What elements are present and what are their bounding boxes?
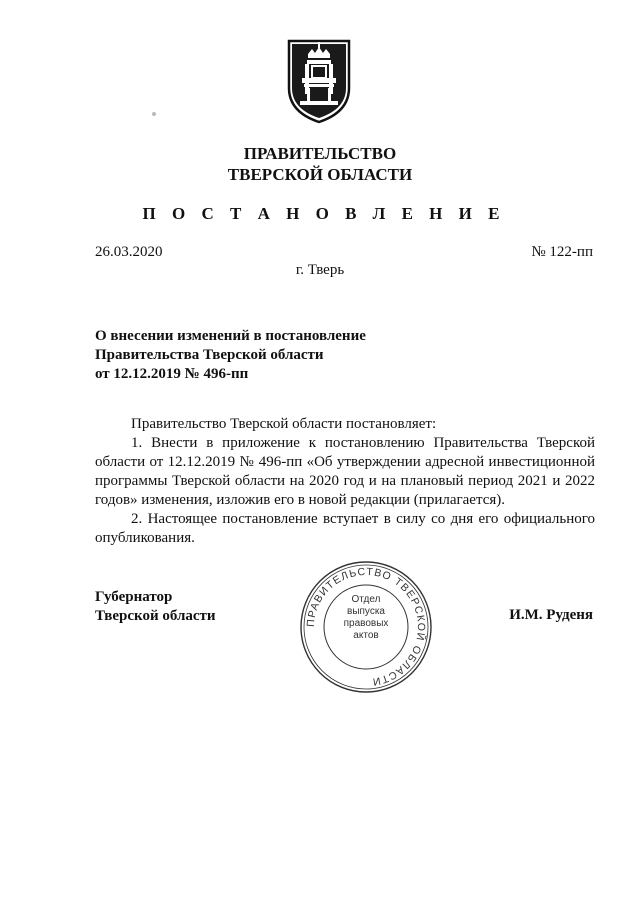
document-type-title: П О С Т А Н О В Л Е Н И Е xyxy=(142,204,506,223)
body-item-1: 1. Внести в приложение к постановлению Правительства Тверской области от 12.12.2019 № 496-пп «Об утверждении адресной инвестиционной программы Тверской области на 2020 год и на плановый период 2021 и 2022 годов» изменения, изложив его в новой редакции (прилагается). xyxy=(95,435,595,508)
stamp-text-line: актов xyxy=(353,630,379,641)
document-body xyxy=(95,415,595,548)
coat-of-arms-icon xyxy=(286,38,352,124)
government-title-line1: ПРАВИТЕЛЬСТВО xyxy=(243,144,397,163)
government-title-line2: ТВЕРСКОЙ ОБЛАСТИ xyxy=(227,165,413,184)
subject-line: О внесении изменений в постановление xyxy=(95,328,366,344)
body-item-2: 2. Настоящее постановление вступает в силу со дня его официального опубликования. xyxy=(95,511,595,546)
document-subject xyxy=(95,327,366,384)
stamp-text-line: выпуска xyxy=(347,606,385,617)
document-number: № 122-пп xyxy=(531,244,593,260)
signer-position xyxy=(95,588,216,626)
signer-name: И.М. Руденя xyxy=(509,607,593,623)
stamp-text-line: Отдел xyxy=(351,594,381,605)
signer-position-line: Губернатор xyxy=(95,589,173,605)
signer-position-line: Тверской области xyxy=(95,608,216,624)
body-intro: Правительство Тверской области постановляет: xyxy=(131,416,437,432)
subject-line: Правительства Тверской области xyxy=(95,347,324,363)
stamp-text-line: правовых xyxy=(343,618,389,629)
document-date: 26.03.2020 xyxy=(95,244,163,260)
stamp-center-text xyxy=(299,594,433,642)
subject-line: от 12.12.2019 № 496-пп xyxy=(95,366,249,382)
scan-speck xyxy=(152,112,156,116)
document-city: г. Тверь xyxy=(295,262,345,278)
stamp-ring-text: ПРАВИТЕЛЬСТВО ТВЕРСКОЙ ОБЛАСТИ xyxy=(304,565,428,688)
